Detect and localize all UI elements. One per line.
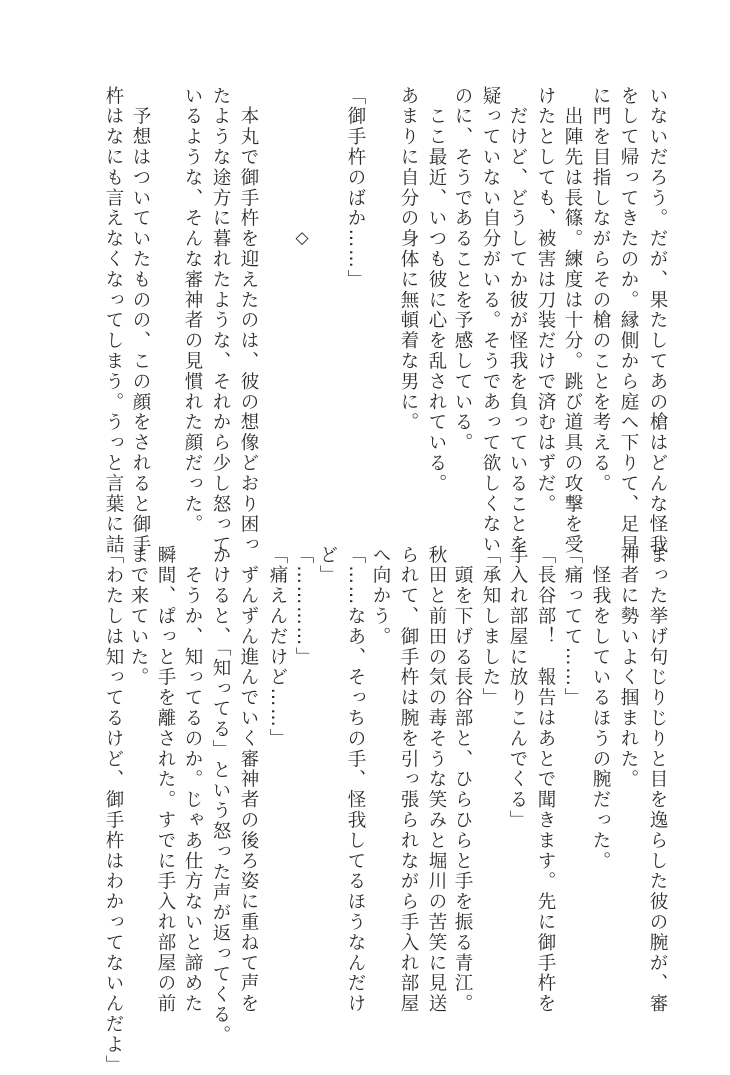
text-line: まで来ていた。 bbox=[128, 545, 149, 688]
text-line: だけど、どうしてか彼が怪我を負っていることを bbox=[507, 86, 528, 556]
text-line: 「御手杵のばか……」 bbox=[345, 86, 366, 290]
text-line: 怪我をしているほうの腕だった。 bbox=[590, 545, 611, 872]
text-line: ど」 bbox=[317, 545, 338, 586]
text-line: 「……なあ、そっちの手、怪我してるほうなんだけ bbox=[345, 545, 366, 1015]
text-line: 杵はなにも言えなくなってしまう。うっと言葉に詰 bbox=[103, 86, 124, 556]
text-line: かけると、「知ってる」という怒った声が返ってくる。 bbox=[210, 545, 231, 1046]
text-line: 「わたしは知ってるけど、御手杵はわかってないんだよ」 bbox=[103, 545, 124, 1075]
text-line: 神者に勢いよく掴まれた。 bbox=[618, 545, 639, 790]
text-line: たような途方に暮れたような、それから少し怒って bbox=[210, 86, 231, 556]
text-line: ここ最近、いつも彼に心を乱されている。 bbox=[426, 86, 447, 494]
section-divider: ◇ bbox=[292, 228, 312, 250]
text-line: 本丸で御手杵を迎えたのは、彼の想像どおり困っ bbox=[238, 86, 259, 556]
text-line: 「痛ってて……」 bbox=[562, 545, 583, 709]
text-line: 疑っていない自分がいる。そうであって欲しくない bbox=[480, 86, 501, 556]
text-block-bottom bbox=[0, 545, 730, 1075]
text-line: 出陣先は長篠。練度は十分。跳び道具の攻撃を受 bbox=[562, 86, 583, 556]
text-line: まった挙げ句じりじりと目を逸らした彼の腕が、審 bbox=[647, 545, 668, 1015]
text-line: 秋田と前田の気の毒そうな笑みと堀川の苦笑に見送 bbox=[426, 545, 447, 1015]
text-line: 瞬間、ぱっと手を離された。すでに手入れ部屋の前 bbox=[155, 545, 176, 1015]
text-line: られて、御手杵は腕を引っ張られながら手入れ部屋 bbox=[398, 545, 419, 1015]
text-line: をして帰ってきたのか。縁側から庭へ下りて、足早 bbox=[618, 86, 639, 556]
text-line: 頭を下げる長谷部と、ひらひらと手を振る青江。 bbox=[452, 545, 473, 1015]
text-line: いるような、そんな審神者の見慣れた顔だった。 bbox=[182, 86, 203, 535]
text-line: 「痛えんだけど……」 bbox=[267, 545, 288, 749]
text-line: けたとしても、被害は刀装だけで済むはずだ。 bbox=[535, 86, 556, 515]
text-line: 手入れ部屋に放りこんでくる」 bbox=[507, 545, 528, 831]
text-line: 「長谷部！ 報告はあとで聞きます。先に御手杵を bbox=[535, 545, 556, 1015]
text-line: ずんずん進んでいく審神者の後ろ姿に重ねて声を bbox=[238, 545, 259, 1015]
text-line: そうか、知ってるのか。じゃあ仕方ないと諦めた bbox=[182, 545, 203, 1015]
text-line: に門を目指しながらその槍のことを考える。 bbox=[590, 86, 611, 494]
text-block-top bbox=[0, 86, 730, 556]
text-line: 「承知しました」 bbox=[480, 545, 501, 709]
text-line: いないだろう。だが、果たしてあの槍はどんな怪我 bbox=[647, 86, 668, 556]
text-line: 「…………」 bbox=[293, 545, 314, 668]
text-line: 予想はついていたものの、この顔をされると御手 bbox=[130, 86, 151, 556]
text-line: あまりに自分の身体に無頓着な男に。 bbox=[398, 86, 419, 433]
text-line: のに、そうであることを予感している。 bbox=[452, 86, 473, 454]
text-line: へ向かう。 bbox=[370, 545, 391, 647]
